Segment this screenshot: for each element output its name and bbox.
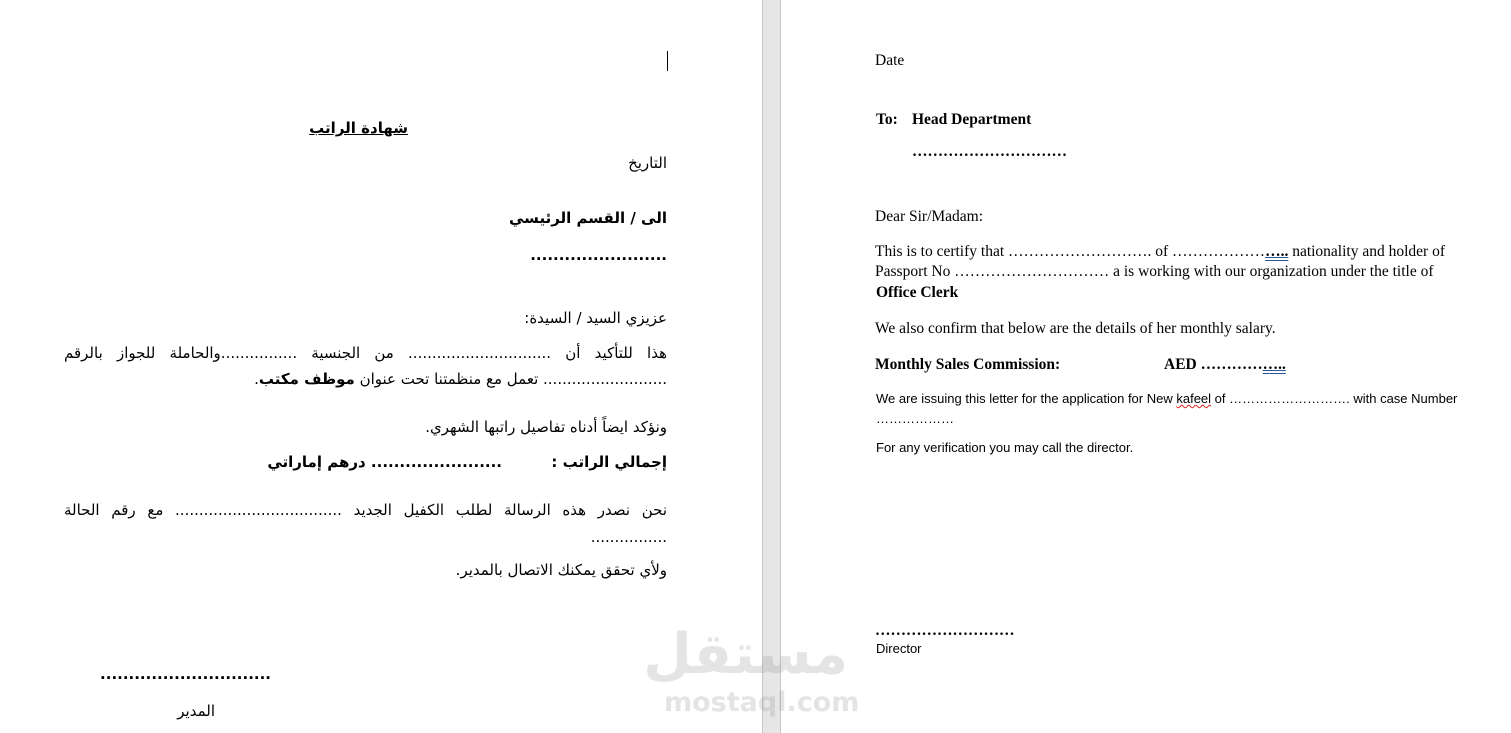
recipient-line-ar: الى / القسم الرئيسي xyxy=(509,209,667,227)
to-value-en: Head Department xyxy=(912,111,1032,128)
mostaql-watermark xyxy=(643,622,860,722)
english-document-page xyxy=(781,0,1511,733)
issue-line-2-en: ……………… xyxy=(876,411,954,426)
to-dots-en: ………………………… xyxy=(912,143,1067,160)
certify-line-2-end: . xyxy=(254,370,259,388)
certify-line-2-text: .......................... تعمل مع منظمتنا تحت عنوان xyxy=(354,370,667,388)
total-salary-value-ar: ....................... درهم إماراتي xyxy=(267,453,502,471)
signature-dots-en: ……………………… xyxy=(875,622,1015,639)
date-label-en: Date xyxy=(875,52,905,69)
certify-line-1-ar: هذا للتأكيد أن .............................. من الجنسية ................والحاملة للجواز بالرقم xyxy=(64,344,667,362)
salutation-en: Dear Sir/Madam: xyxy=(875,208,984,225)
director-label-en: Director xyxy=(876,641,922,656)
verify-line-en: For any verification you may call the director. xyxy=(876,440,1134,455)
issue-line-2-ar: ................ xyxy=(590,528,667,546)
issue-line-1-text: We are issuing this letter for the application for New xyxy=(876,391,1177,406)
recipient-dots-ar: ........................ xyxy=(530,246,667,264)
signature-dots-ar: .............................. xyxy=(100,665,271,683)
certify-line-2-ar xyxy=(254,370,667,388)
commission-label-en: Monthly Sales Commission: xyxy=(875,356,1061,373)
job-title-ar: موظف مكتب xyxy=(258,370,355,388)
commission-currency: AED ………… xyxy=(1164,356,1263,373)
certify-line-1-dots: ….. xyxy=(1265,243,1289,260)
confirm-line-ar: ونؤكد ايضاً أدناه تفاصيل راتبها الشهري. xyxy=(425,418,667,436)
issue-line-1-ar: نحن نصدر هذه الرسالة لطلب الكفيل الجديد ................................... مع رقم الحالة xyxy=(64,501,667,519)
salutation-ar: عزيزي السيد / السيدة: xyxy=(524,309,667,327)
issue-line-1-end: of ………………………. with case Number xyxy=(1211,391,1458,406)
job-title-en: Office Clerk xyxy=(876,284,959,301)
commission-dots: ….. xyxy=(1262,356,1286,373)
watermark-arabic: مستقل xyxy=(643,622,848,687)
total-salary-label-ar: إجمالي الراتب : xyxy=(551,453,667,471)
salary-certificate-title: شهادة الراتب xyxy=(309,119,408,137)
confirm-line-en: We also confirm that below are the details of her monthly salary. xyxy=(875,320,1276,337)
issue-line-1-en xyxy=(876,391,1457,406)
commission-value-en xyxy=(1164,356,1286,374)
certify-line-1-end: nationality and holder of xyxy=(1288,243,1445,260)
date-label-ar: التاريخ xyxy=(628,154,667,172)
certify-line-1-text: This is to certify that ………………………. of ……………… xyxy=(875,243,1266,260)
certify-line-1-en xyxy=(875,243,1445,261)
kafeel-word: kafeel xyxy=(1176,391,1212,406)
text-cursor xyxy=(667,51,668,71)
to-label-en: To: xyxy=(876,111,898,128)
certify-line-2-en: Passport No ………………………… a is working with our organization under the title of xyxy=(875,263,1434,280)
watermark-latin: mostaql.com xyxy=(664,687,860,718)
director-label-ar: المدير xyxy=(177,702,215,720)
verify-line-ar: ولأي تحقق يمكنك الاتصال بالمدير. xyxy=(455,561,667,579)
